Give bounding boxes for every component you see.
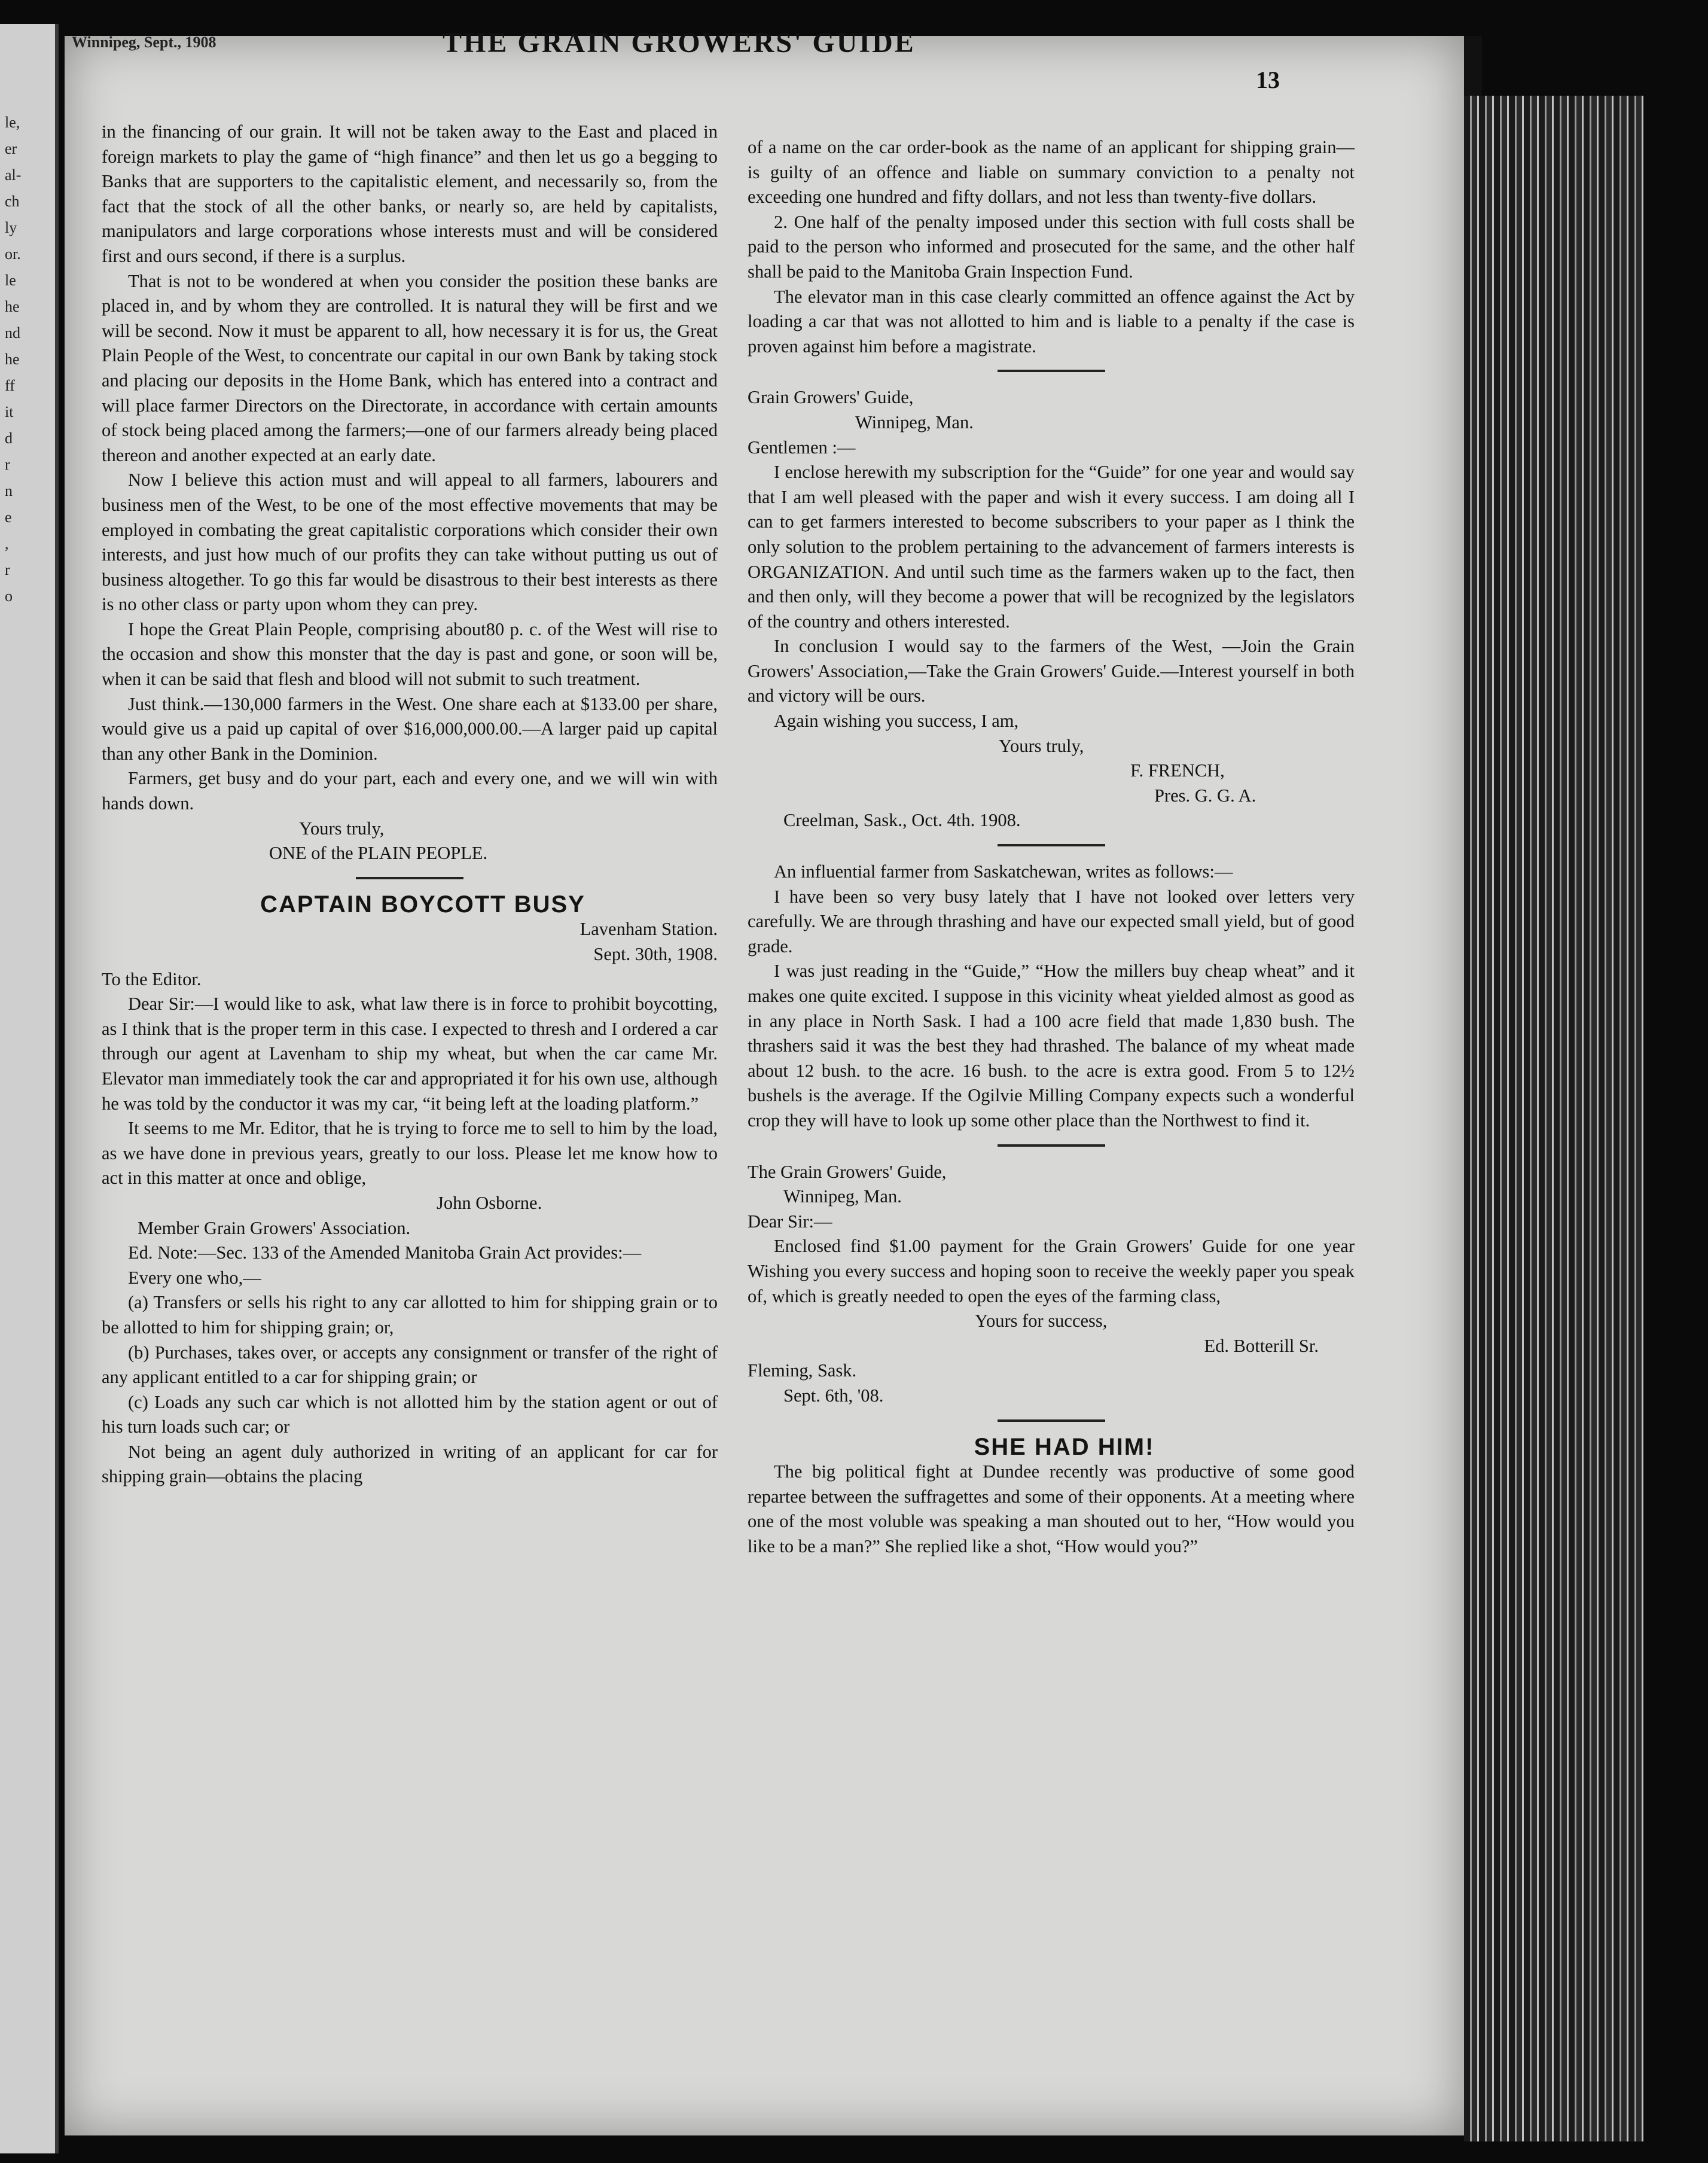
page-number: 13 — [1256, 66, 1280, 93]
editor-note: Ed. Note:—Sec. 133 of the Amended Manitoba Grain Act provides:— — [128, 1242, 642, 1263]
paragraph: An influential farmer from Saskatchewan, writes as follows:— — [774, 861, 1233, 882]
letter-signature: John Osborne. — [437, 1192, 542, 1213]
paragraph: Just think.—130,000 farmers in the West. One share each at $133.00 per share, would give us a paid up capital of over $16,000,000.00.—A larger paid up capital than any other Bank in the Dominion. — [102, 693, 718, 764]
right-column — [748, 135, 1355, 1559]
margin-fragment: n — [5, 482, 13, 499]
margin-fragment: , — [5, 535, 9, 552]
margin-fragment: or. — [5, 245, 21, 263]
letter-closing: Yours for success, — [975, 1311, 1108, 1332]
headline-captain-boycott: CAPTAIN BOYCOTT BUSY — [260, 891, 585, 918]
paragraph: I hope the Great Plain People, comprising about80 p. c. of the West will rise to the occasion and show this monster that the day is past and gone, or soon will be, when it can be said that flesh and blood will not submit to such treatment. — [102, 619, 718, 690]
letter-closing: Yours truly, — [999, 735, 1084, 756]
letter-title: Pres. G. G. A. — [1154, 785, 1256, 806]
letter-affiliation: Member Grain Growers' Association. — [138, 1217, 411, 1238]
margin-fragment: it — [5, 403, 14, 421]
margin-fragment: le, — [5, 114, 20, 131]
paragraph: I was just reading in the “Guide,” “How the millers buy cheap wheat” and it makes one quite excited. I suppose in this vicinity wheat yielded almost as good as in any place in North Sask. I had a 100 acre field that made 1,830 bush. The thrashers said it was the best they had thrashed. The balance of my wheat made about 12 bush. to the acre. 16 bush. to the acre is extra good. From 5 to 12½ bushels is the average. If the Ogilvie Milling Company expects such a wonderful crop they will have to look up some other place than the Northwest to find it. — [748, 961, 1355, 1131]
paragraph: in the financing of our grain. It will not be taken away to the East and placed in foreign markets to play the game of “high finance” and then let us go a begging to Banks that are supporters to the capitalistic element, and necessarily so, from the fact that the stock of all the other banks, or nearly so, are held by capitalists, manipulators and large corporations whose interests must and will be considered first and ours second, if there is a surplus. — [102, 121, 718, 266]
letter-salutation: To the Editor. — [102, 968, 202, 989]
margin-fragment: d — [5, 429, 13, 447]
paragraph: I have been so very busy lately that I have not looked over letters very carefully. We are through thrashing and have our expected small yield, but of good grade. — [748, 886, 1355, 956]
clause-a: (a) Transfers or sells his right to any car allotted to him for shipping grain or to be allotted to him for shipping grain; or, — [102, 1292, 718, 1338]
margin-fragment: o — [5, 587, 13, 605]
section-divider — [998, 844, 1105, 846]
paragraph: Dear Sir:—I would like to ask, what law there is in force to prohibit boycotting, as I think that is the proper term in this case. I expected to thresh and I ordered a car through our agent at Lavenham to ship my wheat, but when the car came Mr. Elevator man immediately took the car and appropriated it for his own use, although he was told by the conductor it was my car, “it being left at the loading platform.” — [102, 994, 718, 1114]
letter-signature: Ed. Botterill Sr. — [1204, 1335, 1319, 1356]
margin-fragment: he — [5, 351, 20, 368]
section-divider — [998, 1144, 1105, 1147]
letter-address: Grain Growers' Guide, — [748, 387, 914, 408]
paragraph: In conclusion I would say to the farmers of the West, —Join the Grain Growers' Association,—Take the Grain Growers' Guide.—Interest yourself in both and victory will be ours. — [748, 636, 1355, 706]
letter-salutation: Dear Sir:— — [748, 1211, 832, 1232]
adjacent-page-margin — [0, 24, 59, 2153]
margin-fragment: e — [5, 508, 12, 526]
letter-place: Fleming, Sask. — [748, 1360, 857, 1381]
masthead-title: THE GRAIN GROWERS' GUIDE — [443, 27, 916, 59]
margin-fragment: al- — [5, 166, 22, 184]
margin-fragment: r — [5, 561, 10, 578]
letter-address: The Grain Growers' Guide, — [748, 1161, 947, 1182]
letter-place-date: Creelman, Sask., Oct. 4th. 1908. — [783, 810, 1021, 831]
paragraph: The big political fight at Dundee recently was productive of some good repartee between the suffragettes and some of their opponents. At a meeting where one of the most voluble was speaking a man shouted out to her, “How would you like to be a man?” She replied like a shot, “How would you?” — [748, 1461, 1355, 1556]
paragraph: Again wishing you success, I am, — [774, 711, 1019, 732]
margin-fragment: nd — [5, 324, 20, 342]
letter-place: Lavenham Station. — [580, 919, 718, 940]
paragraph: of a name on the car order-book as the name of an applicant for shipping grain— is guilty of an offence and liable on summary conviction to a penalty not exceeding one hundred and fifty dollars, and not less than twenty-five dollars. — [748, 137, 1355, 208]
paragraph: 2. One half of the penalty imposed under this section with full costs shall be paid to the person who informed and prosecuted for the same, and the other half shall be paid to the Manitoba Grain Inspection Fund. — [748, 211, 1355, 282]
left-column — [102, 120, 718, 1489]
paragraph: Farmers, get busy and do your part, each and every one, and we will win with hands down. — [102, 768, 718, 814]
clause-d: Not being an agent duly authorized in writing of an applicant for car for shipping grain—obtains the placing — [102, 1441, 718, 1487]
margin-fragment: ch — [5, 193, 20, 210]
clause-b: (b) Purchases, takes over, or accepts any consignment or transfer of the right of any applicant entitled to a car for shipping grain; or — [102, 1342, 718, 1388]
paragraph: The elevator man in this case clearly committed an offence against the Act by loading a car that was not allotted to him and is liable to a penalty if the case is proven against him before a magistrate. — [748, 286, 1355, 357]
letter-signature: ONE of the PLAIN PEOPLE. — [269, 843, 488, 864]
letter-date: Sept. 30th, 1908. — [593, 944, 718, 964]
margin-fragment: ly — [5, 219, 17, 236]
paragraph: Now I believe this action must and will appeal to all farmers, labourers and business men of the West, to be one of the most effective movements that may be employed in combating the great capitalistic corporations which consider their own interests, and just how much of our profits they can take without putting us out of business altogether. To go this far would be disastrous to their best interests as there is no other class or party upon whom they can prey. — [102, 470, 718, 615]
margin-fragment: he — [5, 298, 20, 315]
book-spine-pages — [1464, 96, 1643, 2141]
margin-fragment: r — [5, 456, 10, 473]
headline-she-had-him: SHE HAD HIM! — [974, 1433, 1155, 1460]
paragraph: Every one who,— — [128, 1267, 261, 1288]
letter-address: Winnipeg, Man. — [855, 412, 974, 432]
section-divider — [998, 1419, 1105, 1422]
letter-address: Winnipeg, Man. — [783, 1186, 902, 1207]
paragraph: I enclose herewith my subscription for the “Guide” for one year and would say that I am well pleased with the paper and wish it every success. I am doing all I can to get farmers interested to become subscribers to your paper as I think the only solution to the problem pertaining to the advancement of farmers interests is ORGANIZATION. And until such time as the farmers waken up to the fact, then and then only, will they become a power that will be recognized by the legislators of the country and others interested. — [748, 462, 1355, 632]
header-place-date: Winnipeg, Sept., 1908 — [72, 33, 216, 51]
letter-closing: Yours truly, — [299, 818, 385, 839]
margin-fragment: le — [5, 272, 16, 289]
letter-date: Sept. 6th, '08. — [783, 1385, 884, 1406]
paragraph: That is not to be wondered at when you consider the position these banks are placed in, and by whom they are controlled. It is natural they will be first and we will be second. Now it must be apparent to all, how necessary it is for us, the Great Plain People of the West, to concentrate our capital in our own Bank by taking stock and placing our deposits in the Home Bank, which has entered into a contract and will place farmer Directors on the Directorate, in accordance with certain amounts of stock being placed among the farmers;—one of our farmers already being placed thereon and another expected at an early date. — [102, 270, 718, 465]
letter-signature: F. FRENCH, — [1130, 760, 1225, 781]
clause-c: (c) Loads any such car which is not allotted him by the station agent or out of his turn loads such car; or — [102, 1391, 718, 1437]
section-divider — [998, 370, 1105, 372]
paragraph: Enclosed find $1.00 payment for the Grain Growers' Guide for one year Wishing you every success and hoping soon to receive the weekly paper you speak of, which is greatly needed to open the eyes of the farming class, — [748, 1236, 1355, 1306]
section-divider — [356, 877, 463, 879]
letter-salutation: Gentlemen :— — [748, 437, 856, 458]
margin-fragment: er — [5, 140, 17, 157]
margin-fragment: ff — [5, 377, 15, 394]
paragraph: It seems to me Mr. Editor, that he is trying to force me to sell to him by the load, as we have done in previous years, greatly to our loss. Please let me know how to act in this matter at once and oblige, — [102, 1118, 718, 1189]
